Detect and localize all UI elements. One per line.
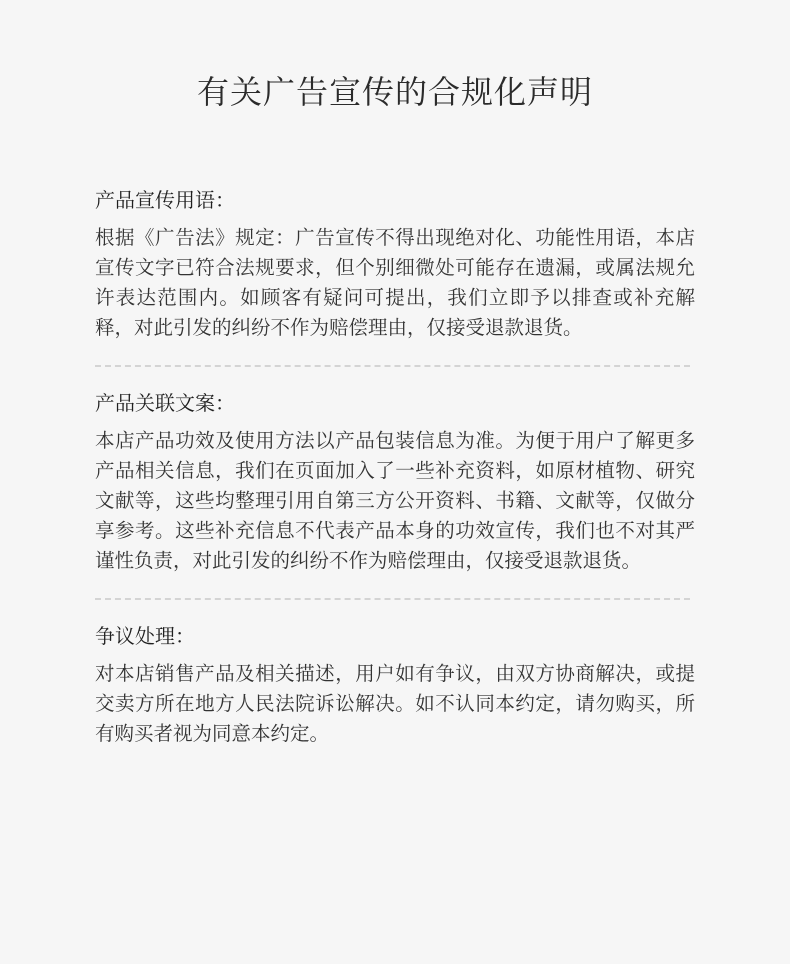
section-related-copy xyxy=(95,388,695,576)
statement-content xyxy=(95,185,695,749)
section-heading: 产品关联文案： xyxy=(95,391,235,415)
section-promotional-language xyxy=(95,185,695,343)
section-dispute-resolution xyxy=(95,621,695,749)
section-heading: 产品宣传用语： xyxy=(95,188,235,212)
dashed-divider xyxy=(95,365,690,367)
section-body: 对本店销售产品及相关描述，用户如有争议，由双方协商解决，或提交卖方所在地方人民法院诉讼解决。如不认同本约定，请勿购买，所有购买者视为同意本约定。 xyxy=(95,662,695,745)
section-body: 本店产品功效及使用方法以产品包装信息为准。为便于用户了解更多产品相关信息，我们在页面加入了一些补充资料，如原材植物、研究文献等，这些均整理引用自第三方公开资料、书籍、文献等，仅做分享参考。这些补充信息不代表产品本身的功效宣传，我们也不对其严谨性负责，对此引发的纠纷不作为赔偿理由，仅接受退款退货。 xyxy=(95,429,695,572)
section-heading: 争议处理： xyxy=(95,624,195,648)
page-title: 有关广告宣传的合规化声明 xyxy=(196,73,593,111)
dashed-divider xyxy=(95,598,690,600)
section-body: 根据《广告法》规定：广告宣传不得出现绝对化、功能性用语，本店宣传文字已符合法规要求，但个别细微处可能存在遗漏，或属法规允许表达范围内。如顾客有疑问可提出，我们立即予以排查或补充解释，对此引发的纠纷不作为赔偿理由，仅接受退款退货。 xyxy=(95,226,695,339)
